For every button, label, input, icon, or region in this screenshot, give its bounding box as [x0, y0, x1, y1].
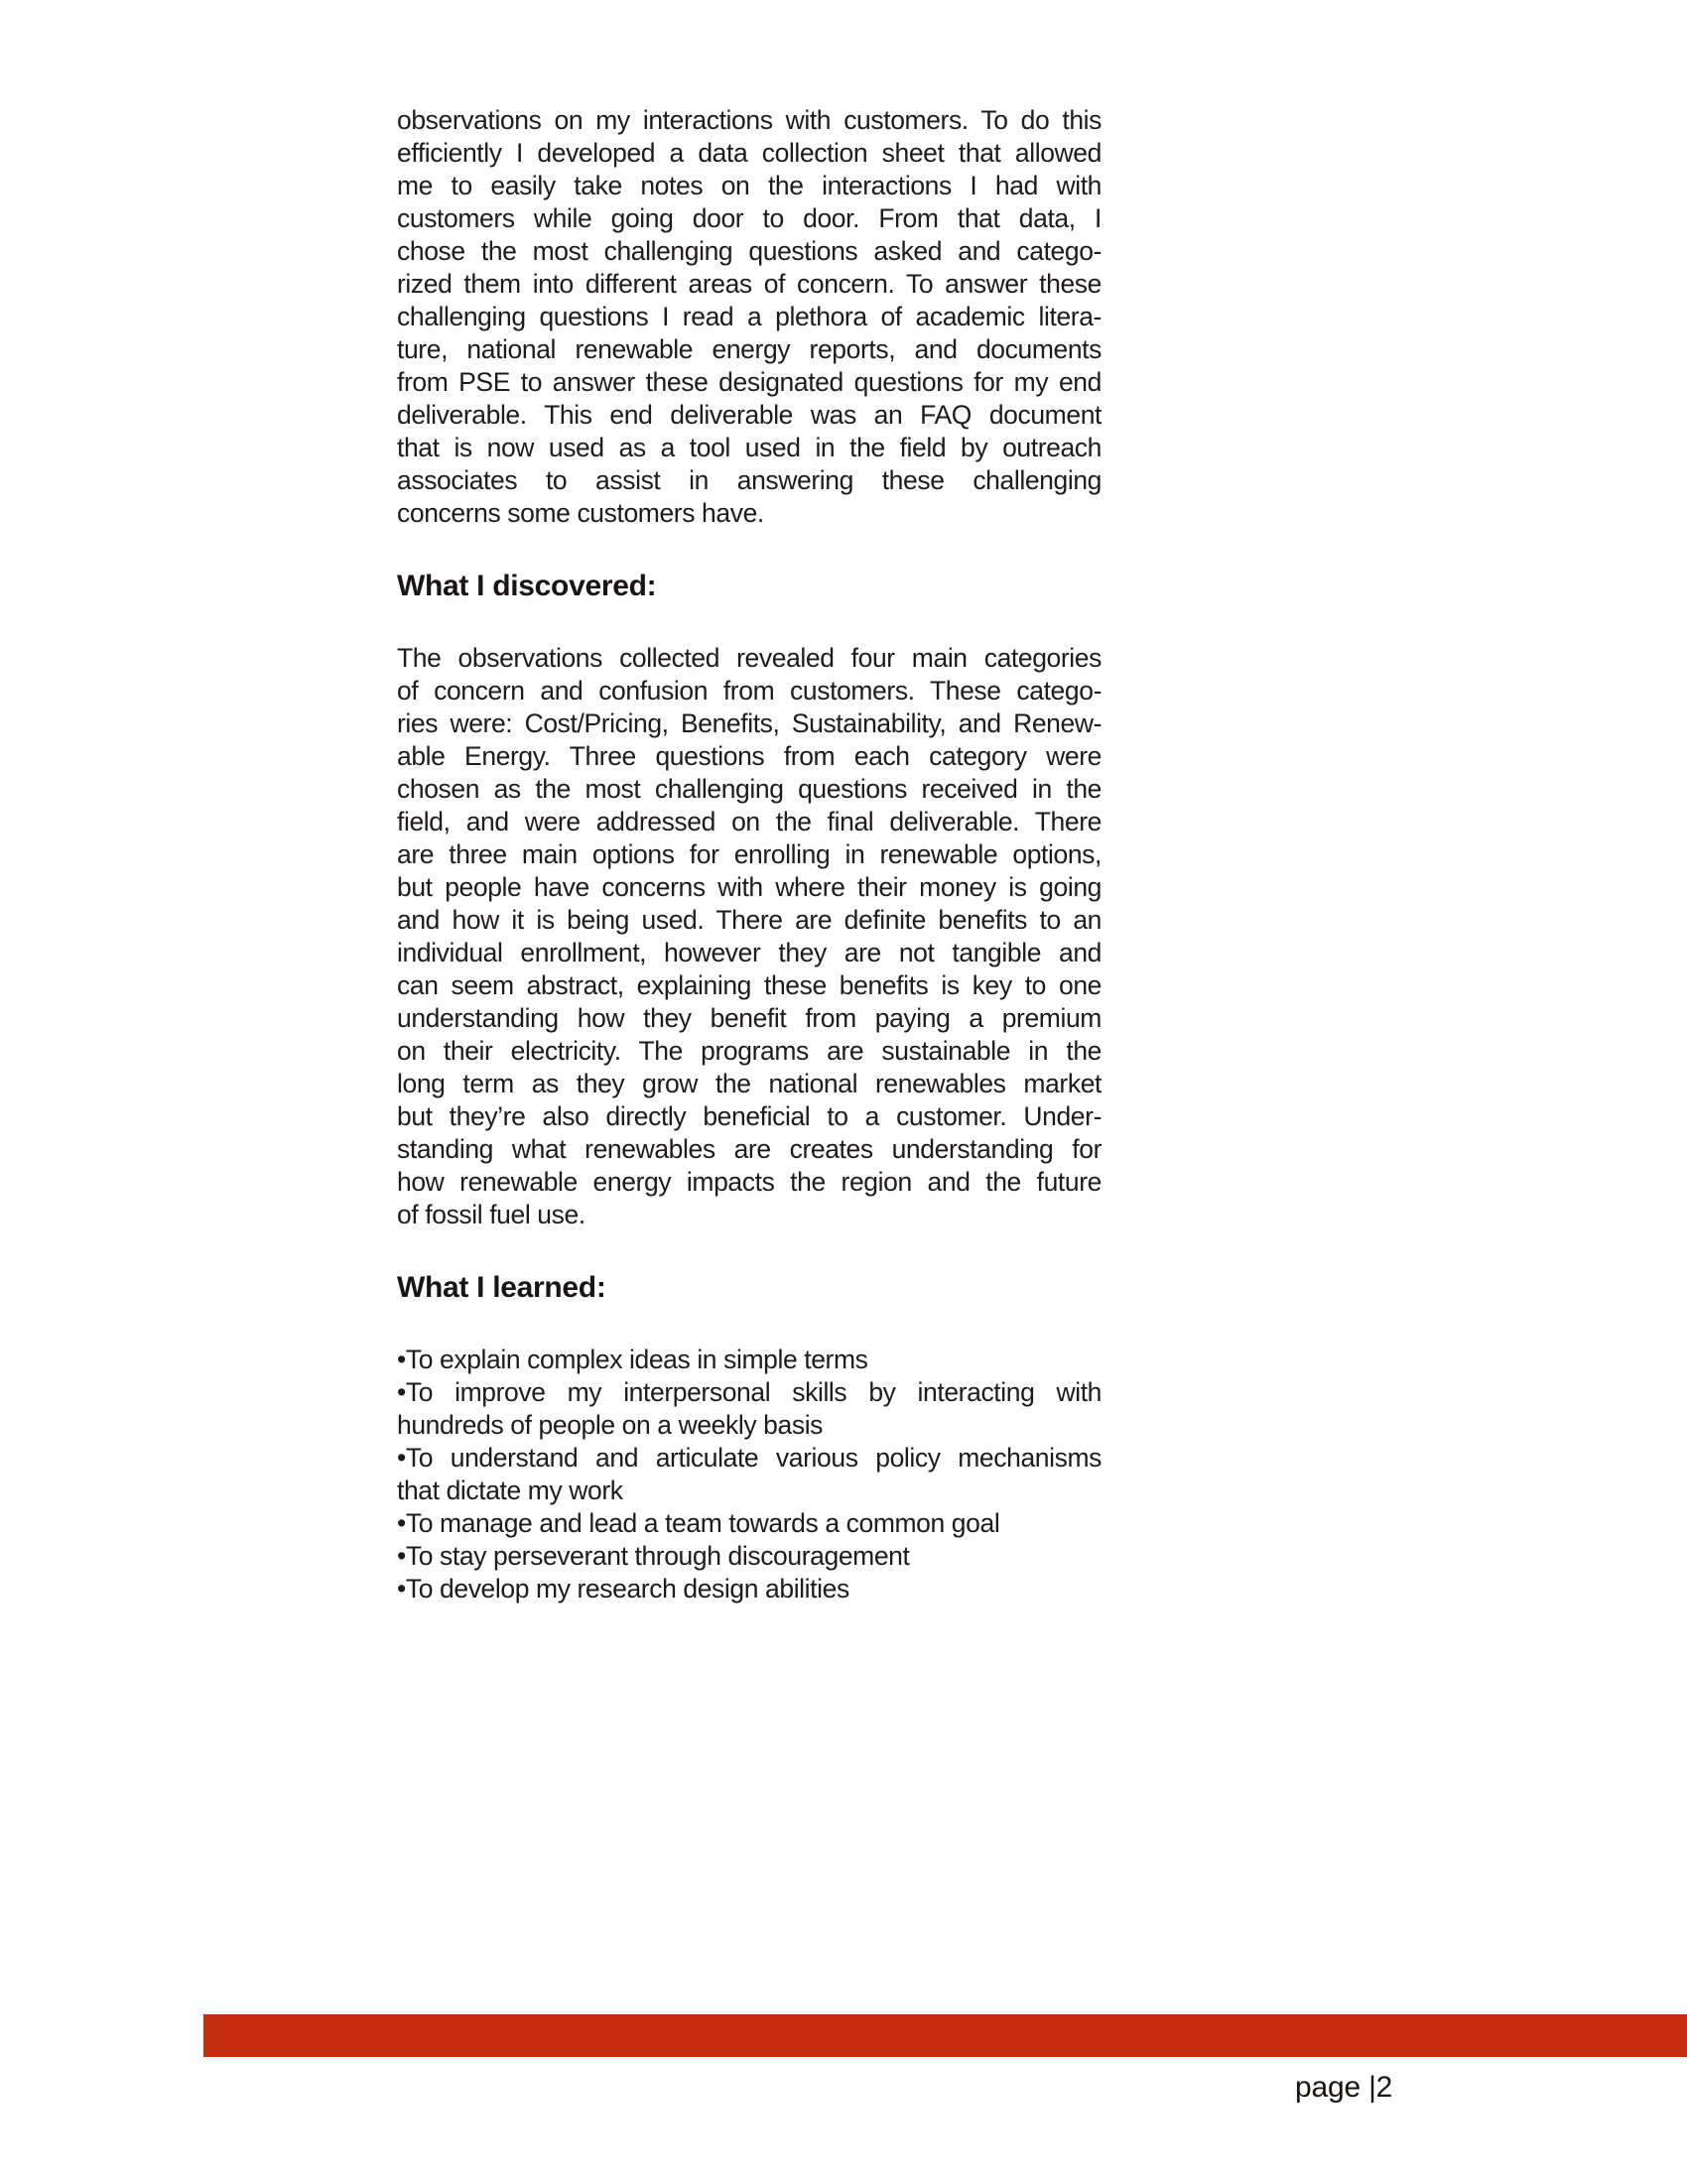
section-heading-learned: What I learned:	[397, 1271, 606, 1304]
text-line: of concern and confusion from customers. These catego-	[397, 676, 1102, 706]
text-line: The observations collected revealed four main categories	[397, 643, 1102, 673]
bullet-list-item: •To develop my research design abilities	[397, 1574, 849, 1604]
paragraph-discovered	[397, 642, 1102, 1231]
text-line: from PSE to answer these designated questions for my end	[397, 367, 1102, 397]
main-text-column	[397, 104, 1102, 1645]
bullet-item-continuation: that dictate my work	[397, 1476, 623, 1505]
text-line: challenging questions I read a plethora of academic litera-	[397, 302, 1102, 331]
text-line: standing what renewables are creates understanding for	[397, 1134, 1102, 1164]
bullet-list-item: •To manage and lead a team towards a common goal	[397, 1508, 1000, 1538]
text-line: efficiently I developed a data collection sheet that allowed	[397, 138, 1102, 168]
text-line: able Energy. Three questions from each category were	[397, 741, 1102, 771]
text-line: but people have concerns with where their money is going	[397, 872, 1102, 902]
text-line: are three main options for enrolling in renewable options,	[397, 839, 1102, 869]
text-line: observations on my interactions with customers. To do this	[397, 105, 1102, 135]
learned-bullet-list	[397, 1344, 1102, 1606]
text-line: ries were: Cost/Pricing, Benefits, Sustainability, and Renew-	[397, 708, 1102, 738]
text-line: field, and were addressed on the final deliverable. There	[397, 807, 1102, 836]
text-line: can seem abstract, explaining these benefits is key to one	[397, 970, 1102, 1000]
text-line: customers while going door to door. From that data, I	[397, 203, 1102, 233]
section-heading-discovered: What I discovered:	[397, 570, 657, 602]
paragraph-continuation	[397, 104, 1102, 530]
text-line: that is now used as a tool used in the field by outreach	[397, 433, 1102, 462]
text-line: but they’re also directly beneficial to a customer. Under-	[397, 1101, 1102, 1131]
bullet-item-continuation: hundreds of people on a weekly basis	[397, 1410, 824, 1440]
text-line: ture, national renewable energy reports, and documents	[397, 334, 1102, 364]
footer-accent-bar	[203, 2014, 1687, 2057]
bullet-list-item: •To stay perseverant through discouragement	[397, 1541, 910, 1571]
bullet-list-item: •To explain complex ideas in simple terms	[397, 1345, 868, 1374]
text-line: me to easily take notes on the interactions I had with	[397, 171, 1102, 200]
text-line: rized them into different areas of concern. To answer these	[397, 269, 1102, 299]
text-line: chose the most challenging questions asked and catego-	[397, 236, 1102, 266]
text-line: of fossil fuel use.	[397, 1200, 585, 1229]
bullet-list-item: •To improve my interpersonal skills by interacting with	[397, 1377, 1102, 1407]
text-line: long term as they grow the national renewables market	[397, 1069, 1102, 1098]
text-line: concerns some customers have.	[397, 498, 764, 528]
text-line: individual enrollment, however they are not tangible and	[397, 938, 1102, 967]
text-line: and how it is being used. There are definite benefits to an	[397, 905, 1102, 935]
text-line: chosen as the most challenging questions received in the	[397, 774, 1102, 804]
text-line: how renewable energy impacts the region and the future	[397, 1167, 1102, 1197]
bullet-list-item: •To understand and articulate various policy mechanisms	[397, 1443, 1102, 1473]
text-line: understanding how they benefit from paying a premium	[397, 1003, 1102, 1033]
text-line: deliverable. This end deliverable was an FAQ document	[397, 400, 1102, 430]
text-line: associates to assist in answering these challenging	[397, 465, 1102, 495]
page-number: page |2	[1295, 2071, 1393, 2104]
text-line: on their electricity. The programs are sustainable in the	[397, 1036, 1102, 1066]
